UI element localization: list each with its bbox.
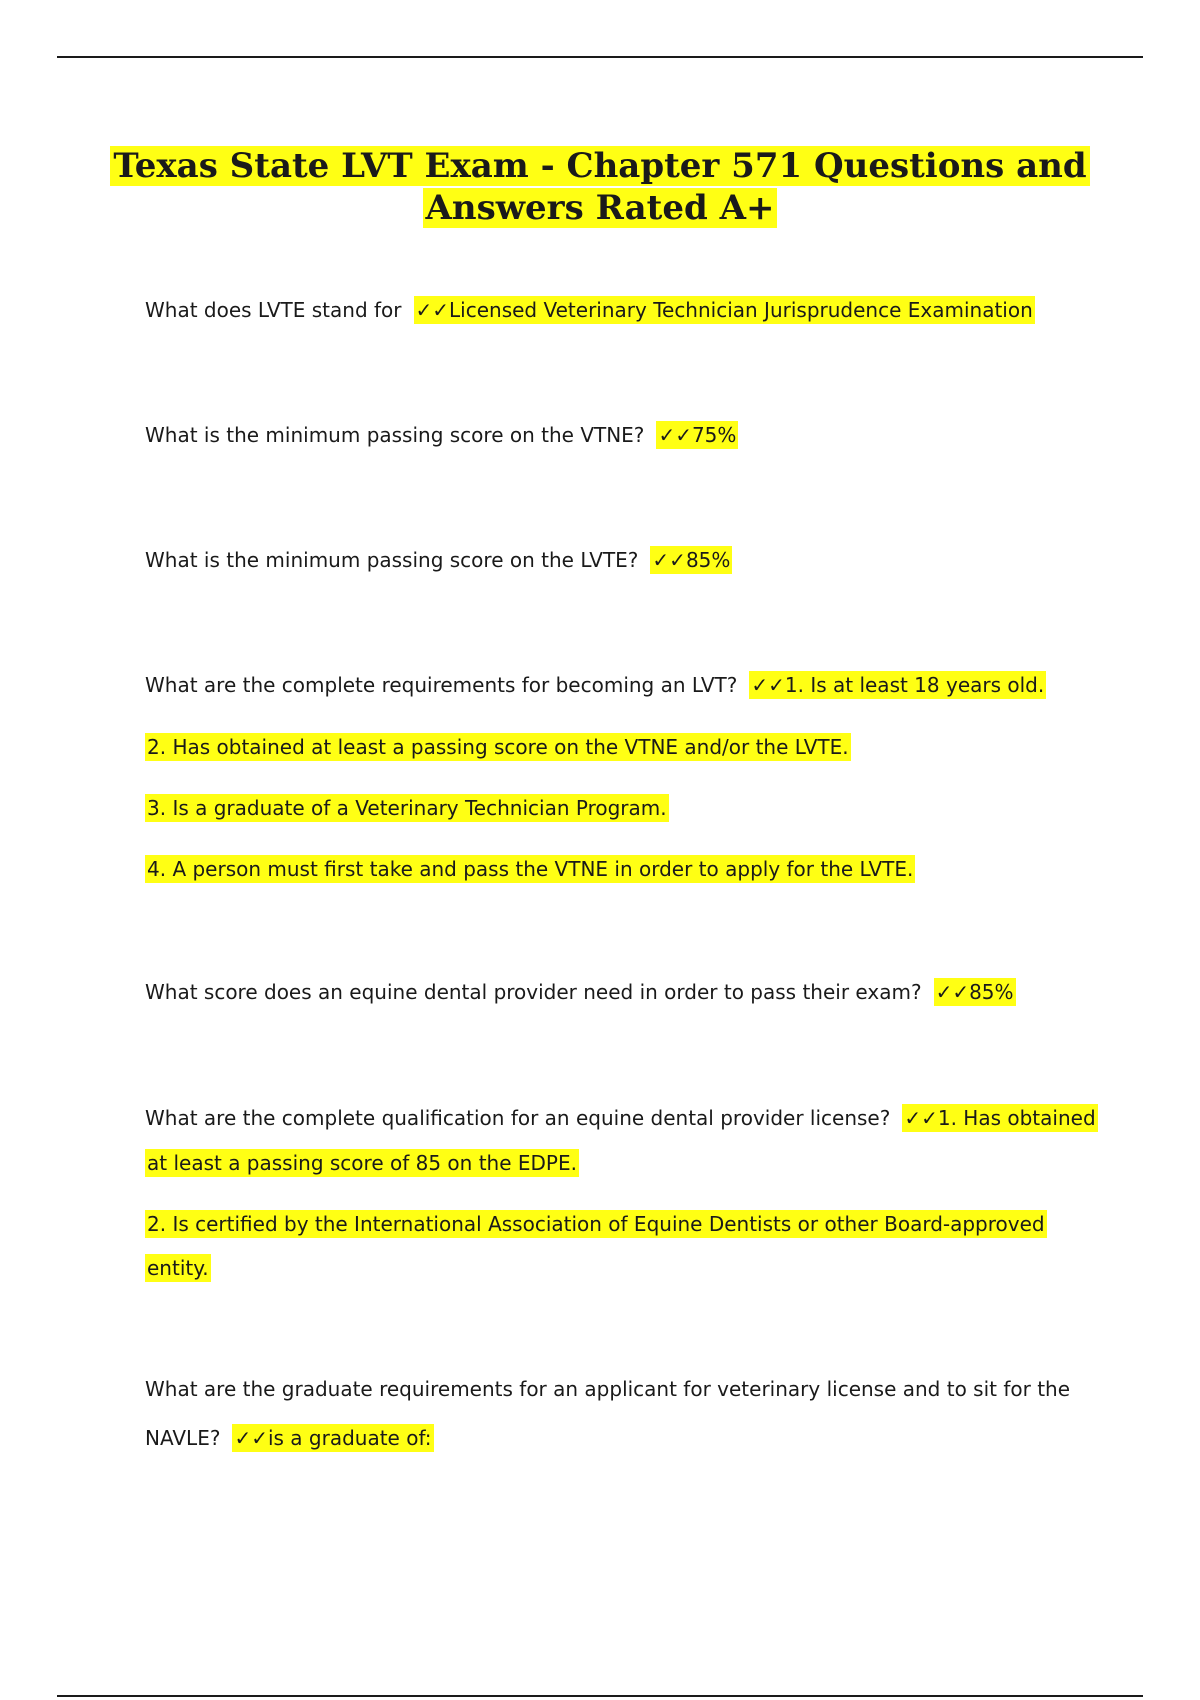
double-check-icon: ✓✓: [904, 1106, 938, 1130]
question-text: What are the graduate requirements for an applicant for veterinary license and to sit for the: [145, 1377, 1071, 1401]
answer-text: ✓✓Licensed Veterinary Technician Jurisprudence Examination: [415, 298, 1033, 322]
question-text: What is the minimum passing score on the LVTE?: [145, 548, 639, 572]
qa-item-lvt-requirements: [145, 668, 1046, 702]
title-line-1: Texas State LVT Exam - Chapter 571 Questions and: [110, 146, 1089, 186]
question-text: What score does an equine dental provider need in order to pass their exam?: [145, 980, 922, 1004]
question-text: What does LVTE stand for: [145, 298, 402, 322]
double-check-icon: ✓✓: [751, 673, 785, 697]
answer-text: ✓✓1. Is at least 18 years old.: [751, 673, 1045, 697]
qa-item-lvte-meaning: [145, 293, 1035, 327]
answer-continuation: 4. A person must first take and pass the VTNE in order to apply for the LVTE.: [147, 857, 914, 881]
answer-continuation: 2. Is certified by the International Association of Equine Dentists or other Board-approved: [147, 1212, 1045, 1236]
answer-continuation: 3. Is a graduate of a Veterinary Technician Program.: [147, 796, 667, 820]
qa-item-navle-requirements: [145, 1372, 1070, 1406]
title-line-2: Answers Rated A+: [423, 188, 778, 228]
question-text: What are the complete requirements for becoming an LVT?: [145, 673, 738, 697]
qa-item-vtne-score: [145, 418, 738, 452]
qa-item-equine-score: [145, 975, 1016, 1009]
double-check-icon: ✓✓: [658, 423, 692, 447]
bottom-rule: [57, 1695, 1143, 1697]
double-check-icon: ✓✓: [234, 1426, 268, 1450]
answer-text: ✓✓1. Has obtained: [904, 1106, 1096, 1130]
double-check-icon: ✓✓: [935, 980, 970, 1004]
double-check-icon: ✓✓: [652, 548, 686, 572]
question-text: What is the minimum passing score on the VTNE?: [145, 423, 645, 447]
answer-continuation: at least a passing score of 85 on the EDPE.: [147, 1151, 577, 1175]
answer-text: ✓✓is a graduate of:: [234, 1426, 432, 1450]
qa-item-navle-requirements-cont: [145, 1421, 434, 1455]
answer-continuation: 2. Has obtained at least a passing score on the VTNE and/or the LVTE.: [147, 735, 849, 759]
double-check-icon: ✓✓: [415, 298, 450, 322]
qa-item-lvte-score: [145, 543, 732, 577]
answer-continuation: entity.: [147, 1256, 209, 1280]
answer-text: ✓✓75%: [658, 423, 737, 447]
question-text: What are the complete qualification for an equine dental provider license?: [145, 1106, 891, 1130]
answer-text: ✓✓85%: [652, 548, 731, 572]
qa-item-equine-qualification: [145, 1101, 1098, 1135]
answer-text: ✓✓85%: [935, 980, 1014, 1004]
top-rule: [57, 56, 1143, 58]
document-title: [0, 145, 1200, 229]
question-text: NAVLE?: [145, 1426, 221, 1450]
